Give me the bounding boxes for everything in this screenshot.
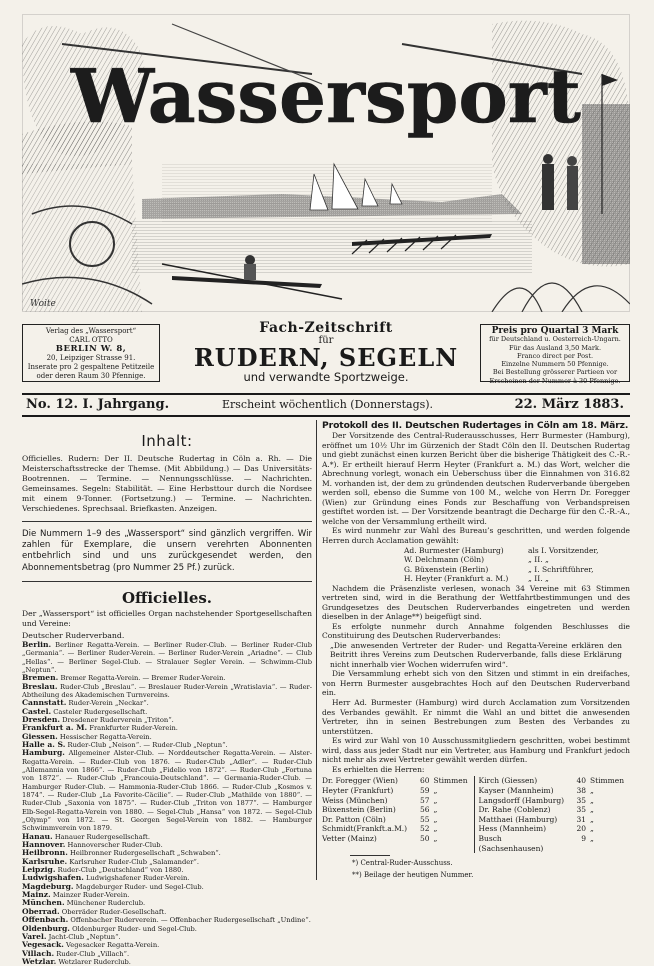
vote-row: Langsdorff (Hamburg) 35 „ bbox=[478, 795, 594, 805]
price-line1: Preis pro Quartal 3 Mark bbox=[491, 326, 619, 336]
protocol-paragraph: Die Versammlung erhebt sich von den Sitzen und stimmt in ein dreifaches, von Herrn Burmester ausgebrachtes Hoch auf den Deutschen Ruderverband ein. bbox=[322, 669, 630, 698]
club-entry: Ludwigshafen. Ludwigshafener Ruder-Verein. bbox=[22, 873, 190, 883]
right-column bbox=[322, 420, 630, 880]
resolution-quote: „Die anwesenden Vertreter der Ruder- und Regatta-Vereine erklären den Beitritt ihres Vereins zum Deutschen Ruderverbande, falls diese Erklärung nicht innerhalb vier Wochen widerrufen wird“. bbox=[330, 640, 622, 669]
vote-row: Vetter (Mainz) 50 „ bbox=[322, 833, 438, 843]
club-entry: Hanau. Hanauer Rudergesellschaft. bbox=[22, 831, 150, 841]
publisher-line1: Verlag des „Wassersport“ bbox=[45, 327, 137, 335]
club-entry: Oldenburg. Oldenburger Ruder- und Segel-Club. bbox=[22, 923, 197, 933]
issue-date: 22. März 1883. bbox=[514, 397, 624, 412]
price-line5: Einzelne Nummern 50 Pfennige. bbox=[501, 360, 609, 369]
publication-fuer: für bbox=[318, 335, 334, 346]
club-entry: Hamburg. Allgemeiner Alster-Club. — Norddeutscher Regatta-Verein. — Alster-Regatta-Verein. — Ruder-Club von 1876. — Ruder-Club „Adler“. — Ruder-Club „Allemannia von 1866“. — Ruder-Club „Fidelio von 1872“. — Ruder-Club „Fortuna von 1872“. — Ruder-Club „Francouia-Deutschland“. — Germania-Ruder-Club. — Hamburger Ruder-Club. — Hammonia-Ruder-Club 1866. — Ruder-Club „Kosmos v. 1874“. — Ruder-Club „La Favorite-Cäcilie“. — Ruder-Club „Mathilde von 1880“. — Ruder-Club „Saxonia von 1875“. — Ruder-Club „Triton von 1877“. — Hamburger Elb-Segel-Regatta-Verein von 1880. — Segel-Club „Hansa“ von 1872. — Segel-Club „Olymp“ von 1872. — St. Georgen Segel-Verein von 1882. — Hamburger Schwimmverein von 1879. bbox=[22, 748, 312, 833]
column-divider bbox=[316, 420, 317, 880]
club-entry: München. Münchener Ruderclub. bbox=[22, 898, 146, 908]
club-entry: Mainz. Mainzer Ruder-Verein. bbox=[22, 890, 130, 900]
sold-out-notice: Die Nummern 1–9 des „Wassersport“ sind gänzlich vergriffen. Wir zahlen für Exemplare, die unsern verehrten Abonnenten entbehrlich sind und uns zurückgesendet werden, den Abonnementsbetrag (pro Nummer 25 Pf.) zurück. bbox=[22, 529, 312, 573]
left-column bbox=[22, 420, 312, 966]
price-box bbox=[480, 324, 630, 385]
publication-title-block bbox=[172, 318, 480, 384]
vote-row: Hess (Mannheim) 20 „ bbox=[478, 824, 594, 834]
publisher-address: 20, Leipziger Strasse 91. bbox=[46, 354, 136, 362]
header-band bbox=[22, 318, 630, 390]
contents-title: Inhalt: bbox=[141, 432, 193, 450]
price-line4: Franco direct per Post. bbox=[516, 351, 594, 360]
vote-row: Dr. Rahe (Coblenz) 35 „ bbox=[478, 805, 594, 815]
masthead-engraving bbox=[22, 14, 630, 312]
vote-row: Kayser (Mannheim) 38 „ bbox=[478, 785, 594, 795]
club-entry: Leipzig. Ruder-Club „Deutschland“ von 1880. bbox=[22, 865, 184, 875]
vote-table bbox=[322, 776, 630, 853]
bureau-list bbox=[404, 546, 630, 584]
publication-sub-topic: und verwandte Sportzweige. bbox=[243, 370, 409, 384]
publication-subtitle: Fach-Zeitschrift bbox=[259, 320, 393, 336]
divider bbox=[22, 521, 312, 522]
club-entry: Breslau. Ruder-Club „Breslau“. — Breslauer Ruder-Verein „Wratislavia“. — Ruder-Abtheilung des Akademischen Turnvereins. bbox=[22, 681, 312, 699]
club-entry: Hannover. Hannoverscher Ruder-Club. bbox=[22, 840, 163, 850]
club-entry: Offenbach. Offenbacher Ruderverein. — Offenbacher Rudergesellschaft „Undine“. bbox=[22, 915, 311, 925]
club-entry: Frankfurt a. M. Frankfurter Ruder-Verein. bbox=[22, 723, 178, 733]
price-line6: Bei Bestellung grösserer Partieen vor bbox=[492, 368, 618, 377]
club-entry: Dresden. Dresdener Ruderverein „Triton“. bbox=[22, 714, 174, 724]
price-line7: Erscheinen der Nummer à 30 Pfennige. bbox=[489, 376, 621, 385]
club-entry: Vegesack. Vegesacker Regatta-Verein. bbox=[22, 940, 160, 950]
bureau-row: G. Büxenstein (Berlin) „ I. Schriftführer, bbox=[404, 564, 594, 574]
advert-price-line2: oder deren Raum 30 Pfennige. bbox=[36, 372, 146, 380]
issue-number: No. 12. I. Jahrgang. bbox=[26, 397, 170, 412]
vote-row: Dr. Foregger (Wien) 60 Stimmen bbox=[322, 776, 468, 786]
vote-row: Weiss (München) 57 „ bbox=[322, 795, 438, 805]
club-entry: Varel. Jacht-Club „Neptun“. bbox=[22, 931, 121, 941]
masthead-title: Wassersport bbox=[71, 54, 581, 140]
vote-row: Busch (Sachsenhausen) 9 „ bbox=[478, 833, 594, 853]
vote-row: Matthaei (Hamburg) 31 „ bbox=[478, 814, 594, 824]
protocol-paragraph: Es erhielten die Herren: bbox=[332, 764, 425, 774]
price-line2: für Deutschland u. Oesterreich-Ungarn. bbox=[489, 335, 621, 344]
verband-name: Deutscher Ruderverband. bbox=[22, 630, 125, 640]
club-entry: Castel. Casteler Rudergesellschaft. bbox=[22, 706, 148, 716]
protocol-title: Protokoll des II. Deutschen Rudertages in Cöln am 18. März. bbox=[322, 420, 629, 431]
vote-row: Dr. Patton (Cöln) 55 „ bbox=[322, 814, 438, 824]
vote-row: Kirch (Giessen) 40 Stimmen bbox=[478, 776, 625, 786]
publication-main-topic: RUDERN, SEGELN bbox=[193, 343, 459, 372]
contents-text: Officielles. Rudern: Der II. Deutsche Rudertag in Cöln a. Rh. — Die Meisterschaftsstrecke der Themse. (Mit Abbildung.) — Das Universitäts-Bootrennen. — Termine. — Nennungsschlüsse. — Nachrichten. Gemeinsames. Segeln: Stabilität. — Eine Herbsttour durch die Nordsee mit einem 9-Tonner. (Fortsetzung.) — Termine. — Nachrichten. Verschiedenes. Sprechsaal. Briefkasten. Anzeigen. bbox=[22, 454, 312, 513]
issue-line bbox=[22, 393, 630, 417]
club-entry: Oberrad. Oberräder Ruder-Gesellschaft. bbox=[22, 906, 167, 916]
publisher-line2: CARL OTTO bbox=[69, 336, 113, 344]
bureau-row: H. Heyter (Frankfurt a. M.) „ II. „ bbox=[404, 574, 549, 584]
protocol-paragraph: Es erfolgte nunmehr durch Annahme folgenden Beschlusses die Constituirung des Deutschen Ruderverbandes: bbox=[322, 621, 630, 641]
club-entry: Karlsruhe. Karlsruher Ruder-Club „Salamander“. bbox=[22, 856, 199, 866]
advert-price-line1: Inserate pro 2 gespaltene Petitzeile bbox=[27, 363, 155, 371]
club-entry: Berlin. Berliner Regatta-Verein. — Berliner Ruder-Club. — Berliner Ruder-Club „Germania“. — Berliner Ruder-Verein. — Berliner Ruder-Verein „Ariadne“. — Club „Hellas“. — Berliner Segel-Club. — Stralauer Segler Verein. — Schwimm-Club „Neptun“. bbox=[22, 639, 312, 674]
vote-column-right bbox=[474, 776, 631, 853]
masthead-illustration bbox=[22, 14, 630, 312]
price-line3: Für das Ausland 3,50 Mark. bbox=[508, 343, 602, 352]
footnote: **) Beilage der heutigen Nummer. bbox=[352, 871, 474, 880]
club-entry: Giessen. Hessischer Regatta-Verein. bbox=[22, 731, 152, 741]
issue-frequency: Erscheint wöchentlich (Donnerstags). bbox=[222, 398, 434, 411]
protocol-paragraph: Herr Ad. Burmester (Hamburg) wird durch Acclamation zum Vorsitzenden des Verbandes gewählt. Er nimmt die Wahl an und bittet die anwesenden Vertreter, ihn in seinen Bestrebungen zum Besten des Verbandes zu unterstützen. bbox=[322, 697, 630, 736]
club-entry: Halle a. S. Ruder-Club „Neison“. — Ruder-Club „Neptun“. bbox=[22, 739, 228, 749]
bureau-row: W. Delchmann (Cöln) „ II. „ bbox=[404, 555, 549, 565]
footnote-rule bbox=[350, 855, 390, 856]
club-entry: Magdeburg. Magdeburger Ruder- und Segel-Club. bbox=[22, 881, 204, 891]
publisher-box bbox=[22, 324, 160, 382]
club-entry: Cannstatt. Ruder-Verein „Neckar“. bbox=[22, 698, 149, 708]
protocol-paragraph: Es wird zur Wahl von 10 Ausschussmitgliedern geschritten, wobei bestimmt wird, dass aus jeder Stadt nur ein Vertreter, aus Hamburg und Frankfurt jedoch nicht mehr als zwei Vertreter gewählt werden dürfen. bbox=[322, 736, 630, 765]
publisher-city: BERLIN W. 8, bbox=[55, 344, 127, 354]
protocol-paragraph: Der Vorsitzende des Central-Ruderausschusses, Herr Burmester (Hamburg), eröffnet um 10½ Uhr im Gürzenich der Stadt Cöln den II. Deutschen Rudertag und giebt zunächst einen kurzen Bericht über die bisherige Thätigkeit des C.-R.-A.*). Er ertheilt hierauf Herrn Heyter (Frankfurt a. M.) das Wort, welcher die Abrechnung vorlegt, wonach ein Ueberschuss über die Einnahmen von 316.82 M. vorhanden ist, der dem zu gründenden deutschen Ruderverbande übergeben werden soll, ebenso die Summe von 100 M., welche von Herrn Dr. Foregger (Wien) zur Gründung eines Fonds zur Beschaffung von Verbandspreisen gestiftet worden ist. — Der Vorsitzende beantragt die Decharge für den C.-R.-A., welche von der Versammlung ertheilt wird. bbox=[322, 431, 630, 526]
club-entry: Heilbronn. Heilbronner Rudergesellschaft „Schwaben“. bbox=[22, 848, 221, 858]
officielles-title: Officielles. bbox=[121, 588, 213, 607]
protocol-paragraph: Nachdem die Präsenzliste verlesen, wonach 34 Vereine mit 63 Stimmen vertreten sind, wird in die Berathung der Wettfahrtbestimmungen und des Grundgesetzes des Deutschen Ruderverbandes eingetreten und werden dieselben in der Anlage**) beigefügt sind. bbox=[322, 583, 630, 622]
club-list bbox=[22, 641, 312, 966]
vote-row: Heyter (Frankfurt) 59 „ bbox=[322, 785, 438, 795]
club-entry: Bremen. Bremer Regatta-Verein. — Bremer Ruder-Verein. bbox=[22, 673, 226, 683]
officielles-intro: Der „Wassersport“ ist officielles Organ nachstehender Sportgesellschaften und Vereine: bbox=[22, 608, 312, 628]
club-entry: Villach. Ruder-Club „Villach“. bbox=[22, 948, 130, 958]
divider bbox=[22, 581, 312, 582]
vote-row: Schmidt(Frankft.a.M.) 52 „ bbox=[322, 824, 438, 834]
artist-signature: Woite bbox=[30, 299, 56, 309]
protocol-paragraph: Es wird nunmehr zur Wahl des Bureau’s geschritten, und werden folgende Herren durch Acclamation gewählt: bbox=[322, 526, 630, 546]
vote-row: Büxenstein (Berlin) 56 „ bbox=[322, 805, 438, 815]
bureau-row: Ad. Burmester (Hamburg) als I. Vorsitzender, bbox=[404, 545, 599, 555]
vote-column-left bbox=[322, 776, 474, 853]
footnote: *) Central-Ruder-Ausschuss. bbox=[352, 859, 453, 868]
club-entry: Wetzlar. Wetzlarer Ruderclub. bbox=[22, 956, 131, 966]
